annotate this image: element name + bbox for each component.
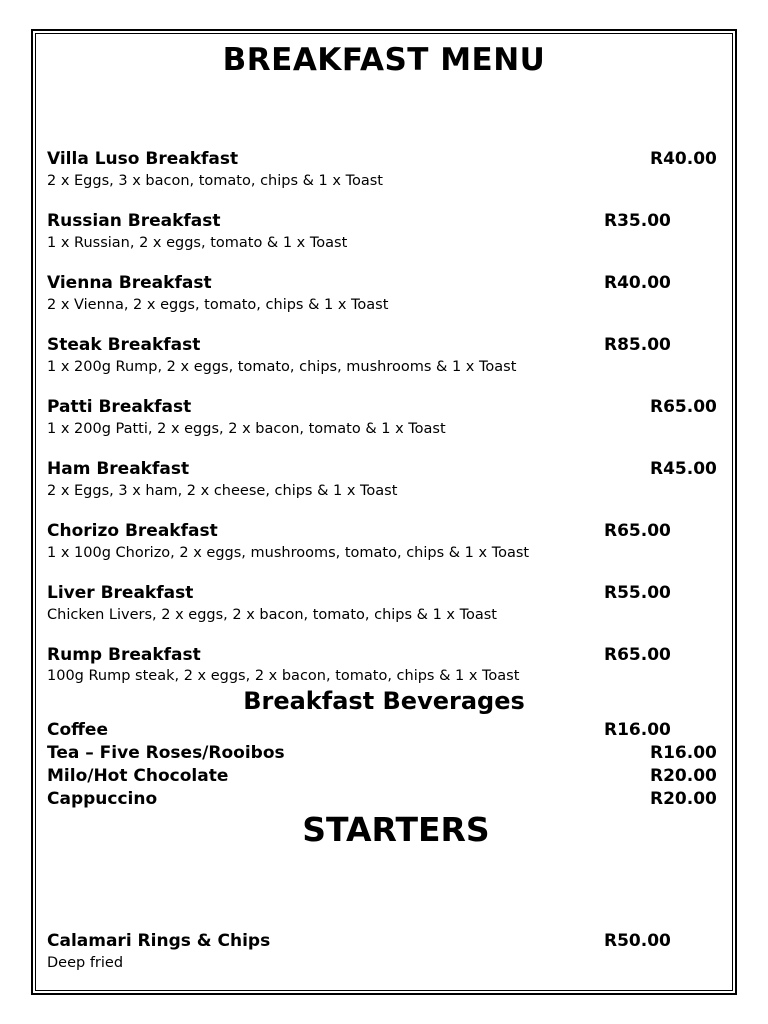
item-price: R85.00 [604,335,671,355]
item-name: Rump Breakfast [47,645,201,665]
item-price: R16.00 [650,743,717,763]
item-name: Liver Breakfast [47,583,194,603]
item-description: Chicken Livers, 2 x eggs, 2 x bacon, tomato, chips & 1 x Toast [47,607,497,623]
item-price: R40.00 [650,149,717,169]
item-name: Steak Breakfast [47,335,201,355]
item-price: R16.00 [604,720,671,740]
item-description: 2 x Vienna, 2 x eggs, tomato, chips & 1 x Toast [47,297,389,313]
item-price: R40.00 [604,273,671,293]
item-name: Russian Breakfast [47,211,221,231]
item-price: R65.00 [604,645,671,665]
starters-heading: STARTERS [302,810,490,849]
item-name: Chorizo Breakfast [47,521,218,541]
item-price: R65.00 [604,521,671,541]
item-name: Milo/Hot Chocolate [47,766,229,786]
item-description: 2 x Eggs, 3 x ham, 2 x cheese, chips & 1 x Toast [47,483,398,499]
item-price: R35.00 [604,211,671,231]
item-name: Tea – Five Roses/Rooibos [47,743,285,763]
item-description: 1 x Russian, 2 x eggs, tomato & 1 x Toast [47,235,348,251]
item-description: 1 x 200g Rump, 2 x eggs, tomato, chips, mushrooms & 1 x Toast [47,359,517,375]
item-description: 100g Rump steak, 2 x eggs, 2 x bacon, tomato, chips & 1 x Toast [47,668,520,684]
item-name: Calamari Rings & Chips [47,931,271,951]
item-name: Vienna Breakfast [47,273,212,293]
item-price: R65.00 [650,397,717,417]
item-price: R55.00 [604,583,671,603]
item-description: 2 x Eggs, 3 x bacon, tomato, chips & 1 x Toast [47,173,383,189]
item-name: Ham Breakfast [47,459,190,479]
item-description: 1 x 100g Chorizo, 2 x eggs, mushrooms, tomato, chips & 1 x Toast [47,545,530,561]
menu-title: BREAKFAST MENU [222,42,546,78]
item-price: R20.00 [650,789,717,809]
item-name: Patti Breakfast [47,397,192,417]
item-price: R45.00 [650,459,717,479]
item-name: Villa Luso Breakfast [47,149,239,169]
item-name: Coffee [47,720,108,740]
item-price: R50.00 [604,931,671,951]
item-name: Cappuccino [47,789,158,809]
beverages-heading: Breakfast Beverages [243,687,525,715]
item-description: 1 x 200g Patti, 2 x eggs, 2 x bacon, tomato & 1 x Toast [47,421,446,437]
item-description: Deep fried [47,955,124,971]
item-price: R20.00 [650,766,717,786]
